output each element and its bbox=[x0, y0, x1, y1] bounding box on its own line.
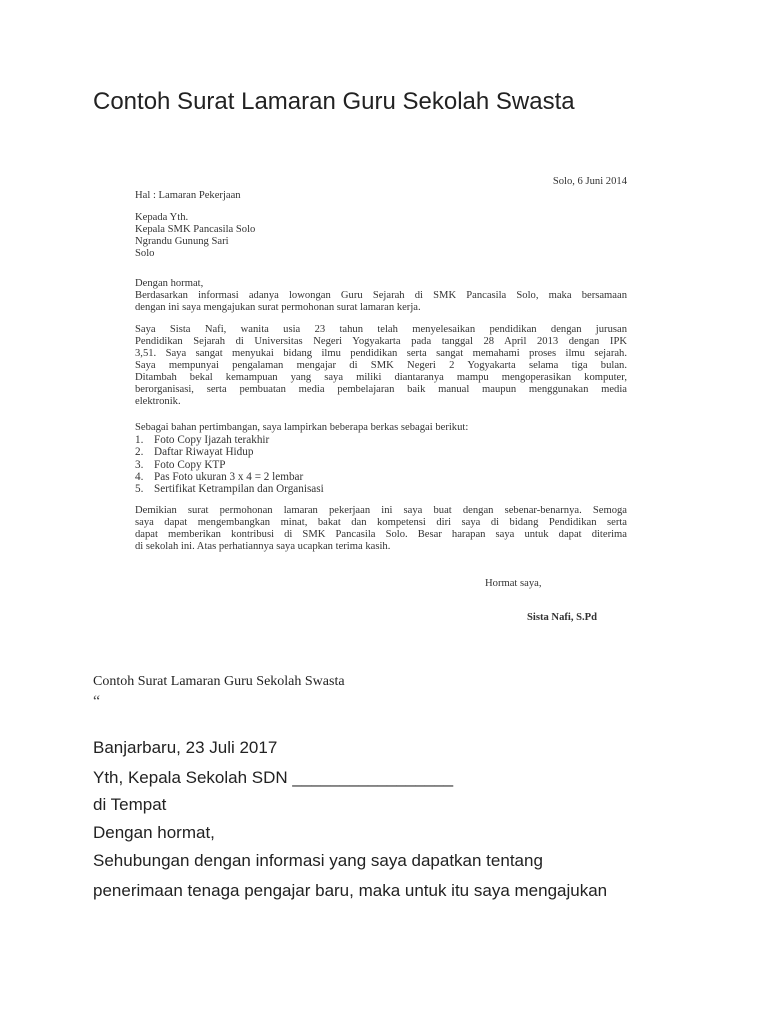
quote-mark: “ bbox=[93, 693, 101, 710]
page-title: Contoh Surat Lamaran Guru Sekolah Swasta bbox=[93, 88, 575, 115]
letter-closing: saya dapat mengembangkan minat, bakat dan kompetensi diri saya di bidang Pendidikan serta bbox=[135, 517, 627, 528]
letter-recipient: Kepala SMK Pancasila Solo bbox=[135, 224, 256, 235]
attachment-text: Pas Foto ukuran 3 x 4 = 2 lembar bbox=[154, 471, 304, 483]
body-line: Yth, Kepala Sekolah SDN _________________ bbox=[93, 768, 454, 787]
attachment-text: Sertifikat Ketrampilan dan Organisasi bbox=[154, 483, 324, 495]
letter-regards: Hormat saya, bbox=[485, 578, 542, 589]
attachment-num: 4. bbox=[135, 471, 144, 483]
letter-recipient: Ngrandu Gunung Sari bbox=[135, 236, 229, 247]
attachment-item bbox=[135, 483, 324, 495]
attachment-num: 2. bbox=[135, 446, 144, 458]
letter-recipient: Solo bbox=[135, 248, 155, 259]
letter-closing: dapat memberikan kontribusi di SMK Pancasila Solo. Besar harapan saya untuk dapat diterima bbox=[135, 529, 627, 540]
attachment-num: 3. bbox=[135, 459, 144, 471]
letter-paragraph: elektronik. bbox=[135, 396, 181, 407]
attachment-text: Foto Copy Ijazah terakhir bbox=[154, 434, 270, 446]
letter-subject: Hal : Lamaran Pekerjaan bbox=[135, 190, 241, 201]
letter-signature: Sista Nafi, S.Pd bbox=[527, 612, 598, 623]
attachment-item bbox=[135, 471, 303, 483]
letter-closing: Demikian surat permohonan lamaran pekerjaan ini saya buat dengan sebenar-benarnya. Semoga bbox=[135, 505, 627, 516]
attachment-num: 1. bbox=[135, 434, 144, 446]
attachment-item bbox=[135, 434, 269, 446]
letter-paragraph: berorganisasi, serta pembuatan media pembelajaran baik manual maupun menggunakan media bbox=[135, 384, 627, 395]
letter-greeting: Dengan hormat, bbox=[135, 278, 204, 289]
letter-paragraph: Pendidikan Sejarah di Universitas Negeri Yogyakarta pada tanggal 28 April 2013 dengan IPK bbox=[135, 336, 627, 347]
attachment-item bbox=[135, 459, 226, 471]
letter-attachments-intro: Sebagai bahan pertimbangan, saya lampirkan beberapa berkas sebagai berikut: bbox=[135, 422, 469, 433]
attachment-text: Daftar Riwayat Hidup bbox=[154, 446, 254, 458]
letter-paragraph: Ditambah bekal kemampuan yang saya miliki diantaranya mampu mengoperasikan komputer, bbox=[135, 372, 627, 383]
letter-image bbox=[135, 172, 627, 632]
letter-paragraph: 3,51. Saya sangat menyukai bidang ilmu pendidikan serta sangat memahami proses ilmu sejarah. bbox=[135, 348, 627, 359]
letter-date: Solo, 6 Juni 2014 bbox=[552, 176, 627, 187]
attachment-text: Foto Copy KTP bbox=[154, 459, 226, 471]
letter-paragraph: Saya mempunyai pengalaman mengajar di SMK Negeri 2 Yogyakarta selama tiga bulan. bbox=[135, 360, 627, 371]
letter-closing: di sekolah ini. Atas perhatiannya saya ucapkan terima kasih. bbox=[135, 541, 391, 552]
attachment-item bbox=[135, 446, 253, 458]
letter-paragraph: Berdasarkan informasi adanya lowongan Guru Sejarah di SMK Pancasila Solo, maka bersamaan bbox=[135, 290, 627, 301]
body-line: Banjarbaru, 23 Juli 2017 bbox=[93, 738, 278, 757]
image-caption: Contoh Surat Lamaran Guru Sekolah Swasta bbox=[93, 674, 345, 689]
body-line: penerimaan tenaga pengajar baru, maka untuk itu saya mengajukan bbox=[93, 881, 608, 900]
letter-paragraph: dengan ini saya mengajukan surat permohonan surat lamaran kerja. bbox=[135, 302, 421, 313]
attachment-num: 5. bbox=[135, 483, 144, 495]
letter-paragraph: Saya Sista Nafi, wanita usia 23 tahun telah menyelesaikan pendidikan dengan jurusan bbox=[135, 324, 627, 335]
body-line: di Tempat bbox=[93, 795, 167, 814]
body-line: Sehubungan dengan informasi yang saya dapatkan tentang bbox=[93, 851, 543, 870]
letter-recipient: Kepada Yth. bbox=[135, 212, 189, 223]
body-line: Dengan hormat, bbox=[93, 823, 215, 842]
